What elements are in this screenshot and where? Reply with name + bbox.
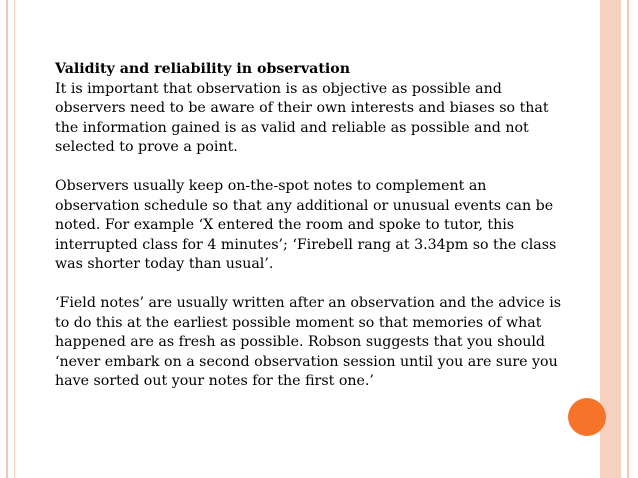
orange-circle-decoration — [568, 398, 606, 436]
right-border-line — [627, 0, 629, 478]
slide-body — [55, 60, 575, 392]
paragraph-on-the-spot-notes: Observers usually keep on-the-spot notes to complement an observation schedule so that any additional or unusual events can be noted. For example ‘X entered the room and spoke to tutor, this interrupted class for 4 minutes’; ‘Firebell rang at 3.34pm so the class was shorter today than usual’. — [55, 178, 557, 272]
paragraph-objectivity: It is important that observation is as objective as possible and observers need to be aware of their own interests and biases so that the information gained is as valid and reliable as possible and not selected to prove a point. — [55, 80, 549, 155]
paragraph-field-notes: ‘Field notes’ are usually written after an observation and the advice is to do this at the earliest possible moment so that memories of what happened are as fresh as possible. Robson suggests that you should ‘never embark on a second observation session until you are sure you have sorted out your notes for the first one.’ — [55, 295, 562, 389]
paragraph-spacer — [55, 275, 575, 295]
left-border-line — [6, 0, 8, 478]
left-border-inner-line — [14, 0, 15, 478]
slide-heading: Validity and reliability in observation — [55, 61, 351, 77]
paragraph-spacer — [55, 158, 575, 178]
